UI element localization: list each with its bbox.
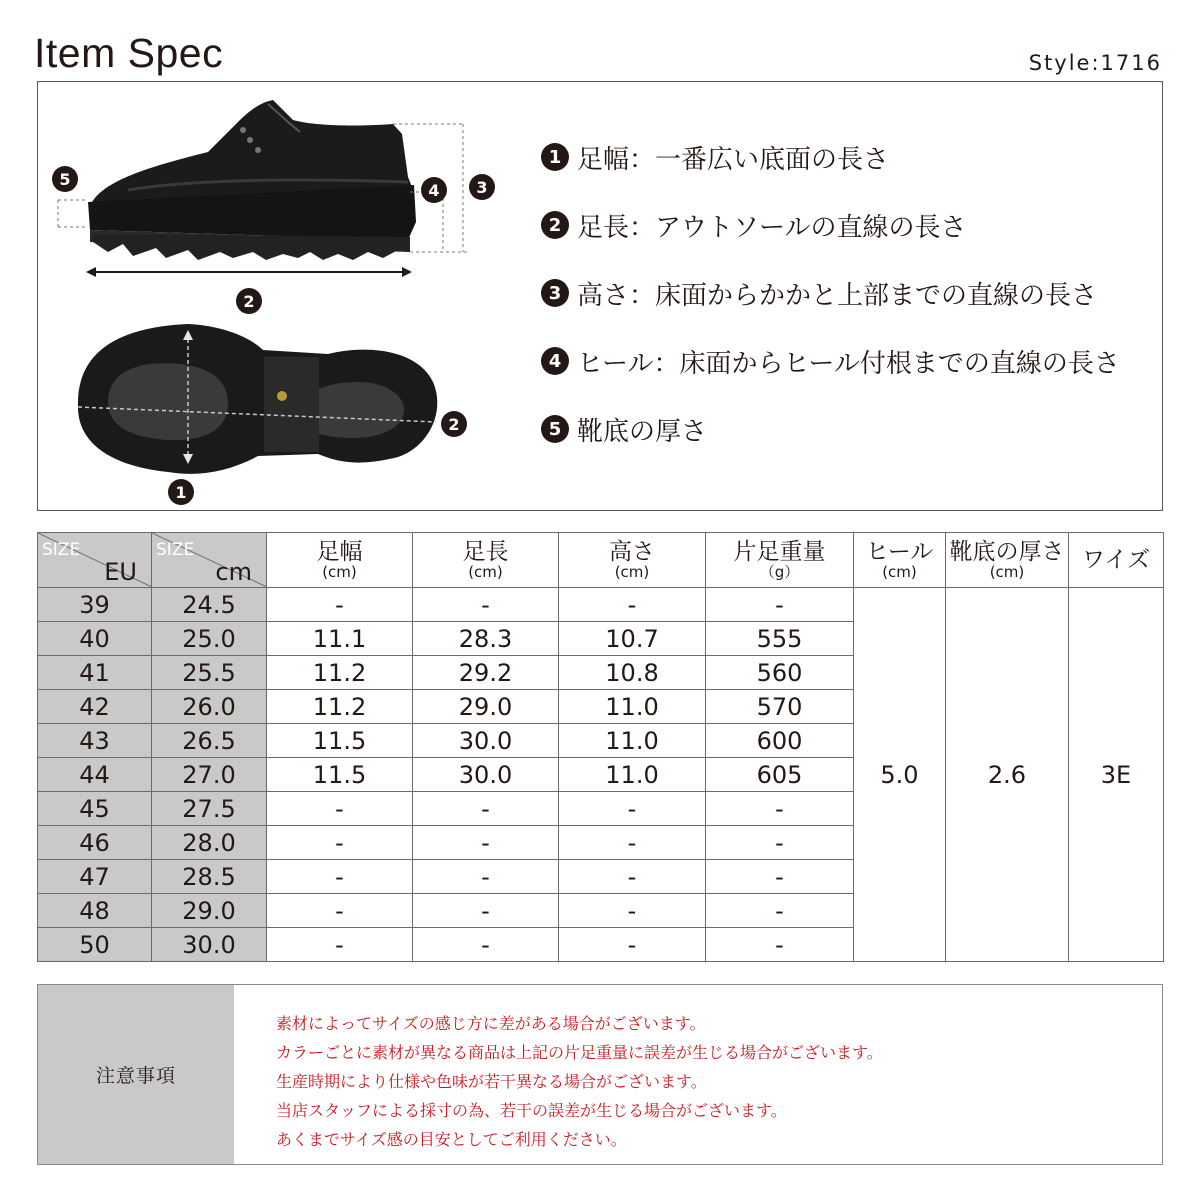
size-table	[37, 532, 1164, 962]
table-row: 41 25.5 11.2 29.2 10.8 560	[38, 656, 1164, 690]
marker-4-icon	[421, 177, 447, 203]
legend-item	[541, 412, 1120, 446]
note-line: あくまでサイズ感の目安としてご利用ください。	[276, 1130, 627, 1149]
svg-text:1: 1	[175, 483, 187, 502]
legend-text: ヒール：床面からヒール付根までの直線の長さ	[577, 348, 1120, 379]
note-line: カラーごとに素材が異なる商品は上記の片足重量に誤差が生じる場合がございます。	[276, 1043, 883, 1062]
svg-text:3: 3	[476, 178, 488, 197]
shoe-illustration	[38, 82, 538, 510]
column-header: 足長 (cm)	[413, 533, 559, 588]
legend-item	[541, 140, 1120, 174]
wise-value: 3E	[1069, 588, 1164, 962]
sole-thickness-value: 2.6	[946, 588, 1069, 962]
size-eu-header: SIZE EU	[38, 533, 152, 588]
svg-text:2: 2	[243, 292, 255, 311]
marker-2-icon	[236, 288, 262, 314]
table-row: 50 30.0 - - - -	[38, 928, 1164, 962]
legend-text: 高さ：床面からかかと上部までの直線の長さ	[577, 280, 1098, 311]
number-badge-icon: 5	[541, 415, 569, 443]
shoe-side-view	[88, 100, 416, 260]
legend-item	[541, 276, 1120, 310]
table-row: 42 26.0 11.2 29.0 11.0 570	[38, 690, 1164, 724]
note-line: 当店スタッフによる採寸の為、若干の誤差が生じる場合がございます。	[276, 1101, 787, 1120]
marker-3-icon	[469, 174, 495, 200]
note-line: 生産時期により仕様や色味が若干異なる場合がございます。	[276, 1072, 707, 1091]
table-row: 45 27.5 - - - -	[38, 792, 1164, 826]
svg-text:4: 4	[428, 181, 440, 200]
number-badge-icon: 3	[541, 279, 569, 307]
legend-text: 足長：アウトソールの直線の長さ	[577, 212, 967, 243]
column-header: ワイズ	[1069, 533, 1164, 588]
table-row: 43 26.5 11.5 30.0 11.0 600	[38, 724, 1164, 758]
marker-1-icon	[168, 479, 194, 505]
shoe-sole-view	[78, 324, 437, 474]
notes-panel	[37, 984, 1163, 1165]
spec-illustration-panel	[37, 81, 1163, 511]
column-header: 片足重量 （g）	[706, 533, 854, 588]
column-header: 靴底の厚さ (cm)	[946, 533, 1069, 588]
legend-item	[541, 208, 1120, 242]
table-row: 39 24.5 - - - - 5.0 2.6 3E	[38, 588, 1164, 622]
style-number: Style:1716	[1028, 51, 1162, 75]
marker-2b-icon	[441, 411, 467, 437]
svg-text:5: 5	[59, 170, 71, 189]
table-row: 46 28.0 - - - -	[38, 826, 1164, 860]
table-row: 47 28.5 - - - -	[38, 860, 1164, 894]
svg-text:2: 2	[448, 415, 460, 434]
size-cm-header: SIZE cm	[152, 533, 267, 588]
page-title: Item Spec	[34, 30, 224, 76]
column-header: 高さ (cm)	[559, 533, 706, 588]
legend-text: 足幅：一番広い底面の長さ	[577, 144, 890, 175]
number-badge-icon: 1	[541, 143, 569, 171]
heel-value: 5.0	[854, 588, 946, 962]
legend-item	[541, 344, 1120, 378]
notes-list	[234, 985, 883, 1164]
measurement-legend	[541, 140, 1120, 480]
column-header: 足幅 (cm)	[267, 533, 413, 588]
table-row: 48 29.0 - - - -	[38, 894, 1164, 928]
legend-text: 靴底の厚さ	[577, 416, 708, 447]
table-row: 44 27.0 11.5 30.0 11.0 605	[38, 758, 1164, 792]
number-badge-icon: 2	[541, 211, 569, 239]
marker-5-icon	[52, 166, 78, 192]
note-line: 素材によってサイズの感じ方に差がある場合がございます。	[276, 1014, 706, 1033]
table-row: 40 25.0 11.1 28.3 10.7 555	[38, 622, 1164, 656]
column-header: ヒール (cm)	[854, 533, 946, 588]
number-badge-icon: 4	[541, 347, 569, 375]
notes-label: 注意事項	[38, 985, 234, 1164]
